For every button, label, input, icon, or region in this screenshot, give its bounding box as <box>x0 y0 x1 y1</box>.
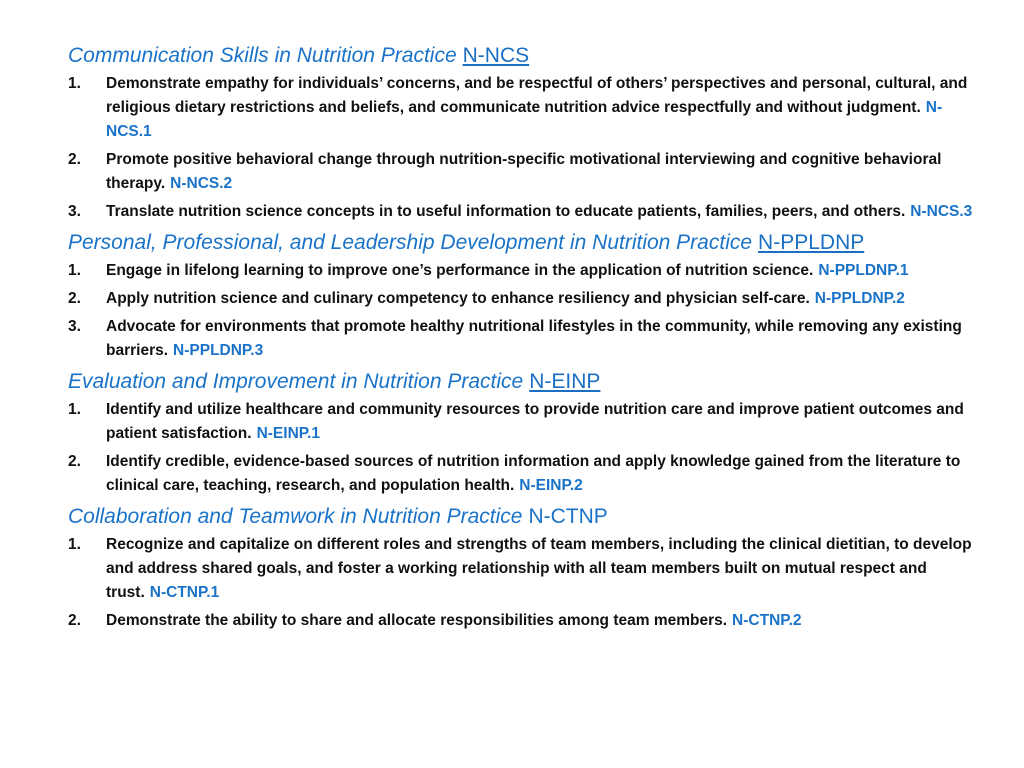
section-heading <box>68 42 978 70</box>
list-item <box>68 398 978 446</box>
section-heading <box>68 229 978 257</box>
item-text: Advocate for environments that promote healthy nutritional lifestyles in the community, while removing any existing barriers. <box>106 318 962 359</box>
list-item <box>68 315 978 363</box>
item-text: Identify and utilize healthcare and community resources to provide nutrition care and improve patient outcomes and patient satisfaction. <box>106 401 964 442</box>
section-title: Collaboration and Teamwork in Nutrition Practice <box>68 505 523 528</box>
section-code-link[interactable]: N-NCS <box>462 44 530 67</box>
competency-list <box>68 398 978 498</box>
item-code: N-EINP.1 <box>256 425 321 442</box>
competency-list <box>68 72 978 224</box>
list-item <box>68 533 978 605</box>
item-number: 1. <box>68 75 81 92</box>
item-code: N-PPLDNP.1 <box>818 262 909 279</box>
section-code: N-CTNP <box>528 505 608 528</box>
list-item <box>68 148 978 196</box>
item-number: 2. <box>68 290 81 307</box>
section-heading <box>68 368 978 396</box>
item-number: 2. <box>68 612 81 629</box>
competency-slide <box>68 42 978 638</box>
section-heading <box>68 503 978 531</box>
item-number: 3. <box>68 318 81 335</box>
list-item <box>68 609 978 633</box>
list-item <box>68 259 978 283</box>
list-item <box>68 287 978 311</box>
item-number: 1. <box>68 262 81 279</box>
item-code: N-EINP.2 <box>519 477 583 494</box>
item-code: N-PPLDNP.3 <box>173 342 264 359</box>
section-communication-skills <box>68 42 978 224</box>
section-title: Evaluation and Improvement in Nutrition Practice <box>68 370 524 393</box>
item-number: 2. <box>68 151 81 168</box>
section-personal-professional <box>68 229 978 363</box>
section-title: Communication Skills in Nutrition Practice <box>68 44 457 67</box>
list-item <box>68 200 978 224</box>
item-text: Promote positive behavioral change through nutrition-specific motivational interviewing and cognitive behavioral therapy. <box>106 151 942 192</box>
item-code: N-CTNP.2 <box>732 612 802 629</box>
section-collaboration-teamwork <box>68 503 978 633</box>
item-text: Engage in lifelong learning to improve one’s performance in the application of nutrition science. <box>106 262 814 279</box>
item-number: 1. <box>68 401 81 418</box>
competency-list <box>68 533 978 633</box>
section-evaluation-improvement <box>68 368 978 498</box>
item-number: 2. <box>68 453 81 470</box>
section-title: Personal, Professional, and Leadership Development in Nutrition Practice <box>68 231 753 254</box>
item-text: Identify credible, evidence-based sources of nutrition information and apply knowledge gained from the literature to clinical care, teaching, research, and population health. <box>106 453 961 494</box>
item-code: N-CTNP.1 <box>149 584 220 601</box>
competency-list <box>68 259 978 363</box>
item-text: Recognize and capitalize on different roles and strengths of team members, including the clinical dietitian, to develop and address shared goals, and foster a working relationship with all team members built on mutual respect and trust. <box>106 536 972 601</box>
list-item <box>68 72 978 144</box>
item-text: Demonstrate the ability to share and allocate responsibilities among team members. <box>106 612 728 629</box>
section-code-link[interactable]: N-PPLDNP <box>758 231 865 254</box>
item-number: 1. <box>68 536 81 553</box>
item-number: 3. <box>68 203 81 220</box>
item-code: N-NCS.1 <box>106 99 943 140</box>
item-code: N-NCS.3 <box>910 203 973 220</box>
list-item <box>68 450 978 498</box>
item-text: Demonstrate empathy for individuals’ concerns, and be respectful of others’ perspectives and personal, cultural, and religious dietary restrictions and beliefs, and communicate nutrition advice respectfully and without judgment. <box>106 75 968 116</box>
item-text: Translate nutrition science concepts in to useful information to educate patients, families, peers, and others. <box>106 203 906 220</box>
section-code-link[interactable]: N-EINP <box>529 370 601 393</box>
item-code: N-NCS.2 <box>170 175 233 192</box>
item-code: N-PPLDNP.2 <box>814 290 905 307</box>
item-text: Apply nutrition science and culinary competency to enhance resiliency and physician self-care. <box>106 290 810 307</box>
